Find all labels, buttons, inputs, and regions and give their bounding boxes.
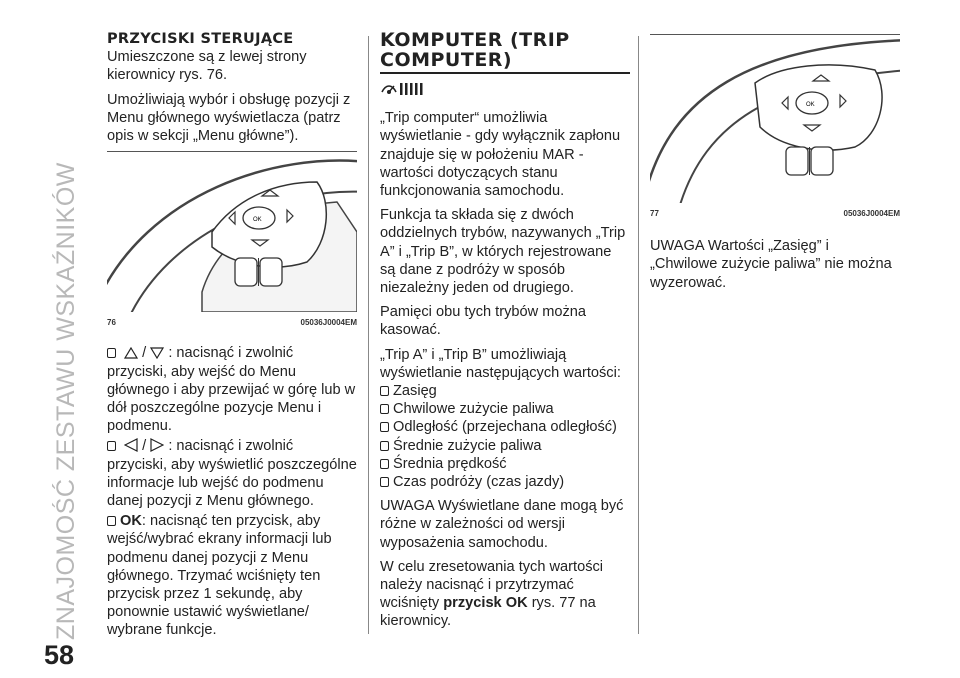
triangle-down-icon	[150, 347, 164, 359]
trip-computer-icon	[380, 80, 428, 98]
list-item: Chwilowe zużycie paliwa	[380, 400, 630, 418]
control-item-left-right	[107, 437, 357, 510]
trip-values-list	[380, 382, 630, 491]
bullet-icon	[107, 348, 116, 358]
separator: /	[142, 345, 147, 362]
list-item: Zasięg	[380, 382, 630, 400]
section-heading-trip: KOMPUTER (TRIP COMPUTER)	[380, 30, 630, 74]
ok-label: OK	[253, 217, 262, 224]
triangle-up-icon	[124, 347, 138, 359]
side-section-title: ZNAJOMOŚĆ ZESTAWU WSKAŹNIKÓW	[52, 162, 80, 640]
figure-code: 05036J0004EM	[300, 318, 357, 328]
paragraph: Funkcja ta składa się z dwóch oddzielnych trybów, nazywanych „Trip A” i „Trip B”, w których rejestrowane są dane z podróży w sposób niezależny jeden od drugiego.	[380, 207, 626, 297]
column-divider-1	[368, 36, 369, 634]
paragraph: „Trip A” i „Trip B” umożliwiają wyświetlanie następujących wartości:	[380, 346, 621, 381]
figure-caption	[650, 203, 900, 223]
figure-caption	[107, 312, 357, 332]
control-item-up-down	[107, 344, 357, 435]
bullet-icon	[380, 459, 389, 469]
paragraph: Pamięci obu tych trybów można kasować.	[380, 304, 587, 339]
triangle-right-icon	[150, 438, 164, 452]
item-text: : nacisnąć ten przycisk, aby wejść/wybrać ekrany informacji lub podmenu danej pozycji z Menu głównego. Trzymać wciśnięty ten przycisk przez 1 sekundę, aby ponownie ustawić wyświetlane/ wybrane funkcje.	[107, 513, 332, 639]
figure-number: 77	[650, 209, 659, 218]
steering-wheel-illustration	[107, 152, 357, 312]
section-heading-controls: PRZYCISKI STERUJĄCE	[107, 31, 294, 47]
trip-computer-symbol	[380, 80, 630, 103]
paragraph-reset: W celu zresetowania tych wartości należy nacisnąć i przytrzymać wciśnięty przycisk OK rys. 77 na kierownicy.	[380, 558, 604, 630]
paragraph: UWAGA Wyświetlane dane mogą być różne w zależności od wersji wyposażenia samochodu.	[380, 498, 624, 551]
note-paragraph: UWAGA Wartości „Zasięg” i „Chwilowe zużycie paliwa” nie można wyzerować.	[650, 238, 892, 291]
paragraph: Umożliwiają wybór i obsługę pozycji z Menu głównego wyświetlacza (patrz opis w sekcji „Menu główne”).	[107, 91, 351, 145]
page-number: 58	[44, 640, 75, 670]
ok-label: OK	[806, 102, 815, 108]
column-figure-77	[650, 30, 900, 298]
ok-bold: OK	[120, 513, 142, 530]
steering-wheel-illustration	[650, 35, 900, 203]
paragraph: Umieszczone są z lewej strony kierownicy rys. 76.	[107, 49, 307, 84]
figure-code: 05036J0004EM	[843, 209, 900, 218]
bullet-icon	[107, 441, 116, 451]
paragraph: „Trip computer“ umożliwia wyświetlanie - gdy wyłącznik zapłonu znajduje się w położeniu MAR - wartości dotyczących stanu funkcjonowania samochodu.	[380, 110, 621, 200]
triangle-left-icon	[124, 438, 138, 452]
figure-ok-button	[650, 34, 900, 223]
list-item: Średnie zużycie paliwa	[380, 437, 630, 455]
list-item: Odległość (przejechana odległość)	[380, 418, 630, 436]
column-controls	[107, 30, 357, 646]
bullet-icon	[107, 516, 116, 526]
list-item: Średnia prędkość	[380, 455, 630, 473]
column-divider-2	[638, 36, 639, 634]
figure-steering-controls	[107, 151, 357, 332]
bullet-icon	[380, 386, 389, 396]
ok-button-reference: przycisk OK	[443, 595, 528, 612]
item-text: : nacisnąć i zwolnić przyciski, aby wejść do Menu głównego i aby przewijać w górę lub w dół poszczególne pozycje Menu i podmenu.	[107, 345, 356, 435]
list-item: Czas podróży (czas jazdy)	[380, 473, 630, 491]
column-trip-computer	[380, 30, 630, 637]
bullet-icon	[380, 441, 389, 451]
control-item-ok	[107, 512, 357, 639]
item-text: : nacisnąć i zwolnić przyciski, aby wyświetlić poszczególne informacje lub wejść do podmenu danej pozycji z Menu głównego.	[107, 438, 357, 510]
separator: /	[142, 438, 147, 455]
bullet-icon	[380, 422, 389, 432]
bullet-icon	[380, 404, 389, 414]
bullet-icon	[380, 477, 389, 487]
figure-number: 76	[107, 318, 116, 328]
